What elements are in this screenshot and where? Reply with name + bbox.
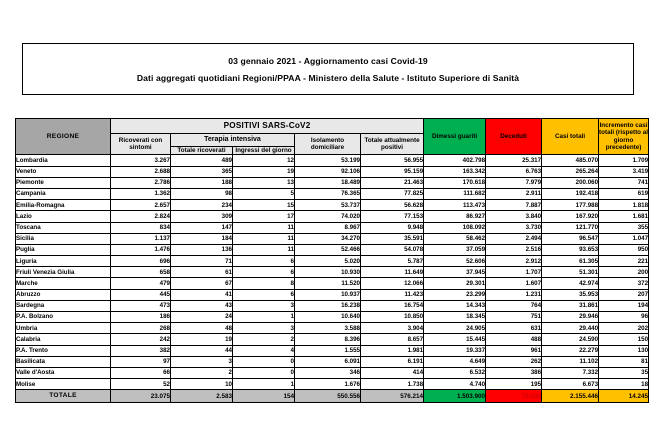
cell-dimessi-guariti: 111.682 bbox=[424, 188, 486, 199]
cell-region: Abruzzo bbox=[16, 289, 111, 300]
table-row bbox=[16, 356, 649, 367]
cell-deceduti: 1.607 bbox=[486, 278, 542, 289]
cell-total-dimessi-guariti: 1.503.900 bbox=[424, 390, 486, 403]
cell-incremento-casi: 1.818 bbox=[599, 200, 649, 211]
cell-incremento-casi: 200 bbox=[599, 267, 649, 278]
cell-region: Emilia-Romagna bbox=[16, 200, 111, 211]
header-positivi-group: POSITIVI SARS-CoV2 bbox=[111, 119, 424, 134]
cell-deceduti: 7.887 bbox=[486, 200, 542, 211]
cell-isolamento-domiciliare: 8.396 bbox=[295, 334, 361, 345]
cell-totale-attualmente-positivi: 21.463 bbox=[361, 177, 424, 188]
table-row bbox=[16, 267, 649, 278]
cell-isolamento-domiciliare: 8.967 bbox=[295, 222, 361, 233]
cell-casi-totali: 29.946 bbox=[542, 312, 599, 323]
cell-region: Liguria bbox=[16, 256, 111, 267]
table-row bbox=[16, 244, 649, 255]
cell-totale-ricoverati: 3 bbox=[171, 356, 233, 367]
cell-ricoverati-con-sintomi: 2.688 bbox=[111, 166, 171, 177]
cell-totale-ricoverati: 48 bbox=[171, 323, 233, 334]
cell-isolamento-domiciliare: 1.555 bbox=[295, 345, 361, 356]
cell-totale-attualmente-positivi: 77.153 bbox=[361, 211, 424, 222]
table-row bbox=[16, 233, 649, 244]
cell-total-incremento-casi: 14.245 bbox=[599, 390, 649, 403]
cell-ingressi-del-giorno: 6 bbox=[233, 267, 295, 278]
cell-totale-ricoverati: 61 bbox=[171, 267, 233, 278]
cell-ricoverati-con-sintomi: 658 bbox=[111, 267, 171, 278]
cell-ricoverati-con-sintomi: 382 bbox=[111, 345, 171, 356]
cell-isolamento-domiciliare: 34.270 bbox=[295, 233, 361, 244]
cell-casi-totali: 93.653 bbox=[542, 244, 599, 255]
cell-totale-attualmente-positivi: 3.904 bbox=[361, 323, 424, 334]
cell-region: Marche bbox=[16, 278, 111, 289]
cell-totale-attualmente-positivi: 95.159 bbox=[361, 166, 424, 177]
cell-totale-attualmente-positivi: 77.825 bbox=[361, 188, 424, 199]
header-dimessi-guariti: Dimessi guariti bbox=[424, 119, 486, 155]
cell-dimessi-guariti: 402.798 bbox=[424, 155, 486, 166]
table-header bbox=[16, 119, 649, 155]
cell-ingressi-del-giorno: 0 bbox=[233, 356, 295, 367]
covid-regional-table bbox=[15, 118, 649, 403]
cell-deceduti: 751 bbox=[486, 312, 542, 323]
header-totale-attualmente-positivi: Totale attualmente positivi bbox=[361, 134, 424, 155]
table-row bbox=[16, 177, 649, 188]
cell-ricoverati-con-sintomi: 834 bbox=[111, 222, 171, 233]
cell-dimessi-guariti: 18.345 bbox=[424, 312, 486, 323]
cell-ricoverati-con-sintomi: 242 bbox=[111, 334, 171, 345]
cell-ingressi-del-giorno: 3 bbox=[233, 300, 295, 311]
cell-incremento-casi: 221 bbox=[599, 256, 649, 267]
table-row bbox=[16, 312, 649, 323]
cell-casi-totali: 22.279 bbox=[542, 345, 599, 356]
cell-casi-totali: 29.440 bbox=[542, 323, 599, 334]
cell-isolamento-domiciliare: 10.640 bbox=[295, 312, 361, 323]
cell-dimessi-guariti: 108.092 bbox=[424, 222, 486, 233]
cell-dimessi-guariti: 23.299 bbox=[424, 289, 486, 300]
cell-region: Toscana bbox=[16, 222, 111, 233]
cell-casi-totali: 192.418 bbox=[542, 188, 599, 199]
table-row bbox=[16, 166, 649, 177]
cell-total-totale-ricoverati: 2.583 bbox=[171, 390, 233, 403]
cell-dimessi-guariti: 24.905 bbox=[424, 323, 486, 334]
cell-region: Veneto bbox=[16, 166, 111, 177]
cell-totale-ricoverati: 10 bbox=[171, 379, 233, 390]
cell-ricoverati-con-sintomi: 2.786 bbox=[111, 177, 171, 188]
cell-totale-attualmente-positivi: 9.948 bbox=[361, 222, 424, 233]
cell-casi-totali: 51.301 bbox=[542, 267, 599, 278]
cell-region: Umbria bbox=[16, 323, 111, 334]
cell-total-deceduti: 75.332 bbox=[486, 390, 542, 403]
table-row bbox=[16, 278, 649, 289]
header-terapia-intensiva-group: Terapia intensiva bbox=[171, 134, 295, 147]
cell-isolamento-domiciliare: 346 bbox=[295, 367, 361, 378]
header-ricoverati-sintomi: Ricoverati con sintomi bbox=[111, 134, 171, 155]
cell-isolamento-domiciliare: 10.937 bbox=[295, 289, 361, 300]
cell-casi-totali: 61.305 bbox=[542, 256, 599, 267]
cell-incremento-casi: 150 bbox=[599, 334, 649, 345]
cell-dimessi-guariti: 4.740 bbox=[424, 379, 486, 390]
cell-dimessi-guariti: 37.945 bbox=[424, 267, 486, 278]
cell-ingressi-del-giorno: 17 bbox=[233, 211, 295, 222]
cell-totale-ricoverati: 136 bbox=[171, 244, 233, 255]
cell-totale-ricoverati: 98 bbox=[171, 188, 233, 199]
cell-totale-ricoverati: 67 bbox=[171, 278, 233, 289]
cell-incremento-casi: 18 bbox=[599, 379, 649, 390]
cell-isolamento-domiciliare: 18.489 bbox=[295, 177, 361, 188]
table-row bbox=[16, 155, 649, 166]
cell-totale-ricoverati: 24 bbox=[171, 312, 233, 323]
cell-incremento-casi: 1.681 bbox=[599, 211, 649, 222]
cell-ricoverati-con-sintomi: 1.137 bbox=[111, 233, 171, 244]
cell-casi-totali: 31.861 bbox=[542, 300, 599, 311]
cell-casi-totali: 42.974 bbox=[542, 278, 599, 289]
cell-ingressi-del-giorno: 11 bbox=[233, 222, 295, 233]
header-isolamento-domiciliare: Isolamento domiciliare bbox=[295, 134, 361, 155]
cell-incremento-casi: 96 bbox=[599, 312, 649, 323]
table-total-row bbox=[16, 390, 649, 403]
cell-deceduti: 2.516 bbox=[486, 244, 542, 255]
cell-incremento-casi: 202 bbox=[599, 323, 649, 334]
cell-incremento-casi: 741 bbox=[599, 177, 649, 188]
cell-casi-totali: 24.590 bbox=[542, 334, 599, 345]
cell-totale-attualmente-positivi: 12.066 bbox=[361, 278, 424, 289]
cell-totale-attualmente-positivi: 35.591 bbox=[361, 233, 424, 244]
cell-totale-ricoverati: 184 bbox=[171, 233, 233, 244]
cell-deceduti: 631 bbox=[486, 323, 542, 334]
cell-dimessi-guariti: 163.342 bbox=[424, 166, 486, 177]
cell-totale-ricoverati: 234 bbox=[171, 200, 233, 211]
cell-incremento-casi: 194 bbox=[599, 300, 649, 311]
cell-dimessi-guariti: 6.532 bbox=[424, 367, 486, 378]
cell-incremento-casi: 1.047 bbox=[599, 233, 649, 244]
cell-casi-totali: 265.264 bbox=[542, 166, 599, 177]
cell-region: Puglia bbox=[16, 244, 111, 255]
cell-dimessi-guariti: 4.649 bbox=[424, 356, 486, 367]
cell-ricoverati-con-sintomi: 186 bbox=[111, 312, 171, 323]
cell-region: Calabria bbox=[16, 334, 111, 345]
cell-totale-attualmente-positivi: 54.078 bbox=[361, 244, 424, 255]
cell-deceduti: 764 bbox=[486, 300, 542, 311]
cell-totale-ricoverati: 44 bbox=[171, 345, 233, 356]
cell-ingressi-del-giorno: 2 bbox=[233, 334, 295, 345]
cell-dimessi-guariti: 170.618 bbox=[424, 177, 486, 188]
table-row bbox=[16, 200, 649, 211]
cell-incremento-casi: 372 bbox=[599, 278, 649, 289]
cell-totale-ricoverati: 19 bbox=[171, 334, 233, 345]
cell-deceduti: 2.494 bbox=[486, 233, 542, 244]
cell-incremento-casi: 950 bbox=[599, 244, 649, 255]
cell-ingressi-del-giorno: 1 bbox=[233, 379, 295, 390]
table-row bbox=[16, 256, 649, 267]
cell-ricoverati-con-sintomi: 268 bbox=[111, 323, 171, 334]
cell-isolamento-domiciliare: 3.588 bbox=[295, 323, 361, 334]
cell-ingressi-del-giorno: 3 bbox=[233, 323, 295, 334]
cell-totale-ricoverati: 71 bbox=[171, 256, 233, 267]
cell-isolamento-domiciliare: 52.466 bbox=[295, 244, 361, 255]
cell-region: Campania bbox=[16, 188, 111, 199]
cell-incremento-casi: 207 bbox=[599, 289, 649, 300]
cell-totale-attualmente-positivi: 56.628 bbox=[361, 200, 424, 211]
report-title-line2: Dati aggregati quotidiani Regioni/PPAA - Ministero della Salute - Istituto Superiore di Sanità bbox=[136, 72, 520, 83]
header-totale-ricoverati: Totale ricoverati bbox=[171, 147, 233, 155]
cell-totale-attualmente-positivi: 16.754 bbox=[361, 300, 424, 311]
table-row bbox=[16, 300, 649, 311]
cell-ricoverati-con-sintomi: 1.476 bbox=[111, 244, 171, 255]
header-row-1 bbox=[16, 119, 649, 134]
cell-dimessi-guariti: 29.301 bbox=[424, 278, 486, 289]
cell-total-ricoverati-con-sintomi: 23.075 bbox=[111, 390, 171, 403]
cell-isolamento-domiciliare: 76.365 bbox=[295, 188, 361, 199]
cell-region: Valle d'Aosta bbox=[16, 367, 111, 378]
table-row bbox=[16, 222, 649, 233]
report-title-line1: 03 gennaio 2021 - Aggiornamento casi Covid-19 bbox=[228, 55, 428, 66]
cell-ricoverati-con-sintomi: 1.362 bbox=[111, 188, 171, 199]
cell-incremento-casi: 619 bbox=[599, 188, 649, 199]
cell-casi-totali: 200.060 bbox=[542, 177, 599, 188]
table-row bbox=[16, 289, 649, 300]
cell-deceduti: 262 bbox=[486, 356, 542, 367]
cell-deceduti: 3.840 bbox=[486, 211, 542, 222]
cell-isolamento-domiciliare: 1.676 bbox=[295, 379, 361, 390]
cell-deceduti: 195 bbox=[486, 379, 542, 390]
cell-casi-totali: 7.332 bbox=[542, 367, 599, 378]
cell-totale-ricoverati: 188 bbox=[171, 177, 233, 188]
cell-isolamento-domiciliare: 16.238 bbox=[295, 300, 361, 311]
cell-ingressi-del-giorno: 13 bbox=[233, 177, 295, 188]
cell-totale-ricoverati: 489 bbox=[171, 155, 233, 166]
table-row bbox=[16, 367, 649, 378]
cell-deceduti: 2.912 bbox=[486, 256, 542, 267]
cell-dimessi-guariti: 14.343 bbox=[424, 300, 486, 311]
cell-ricoverati-con-sintomi: 445 bbox=[111, 289, 171, 300]
cell-deceduti: 7.979 bbox=[486, 177, 542, 188]
cell-incremento-casi: 130 bbox=[599, 345, 649, 356]
cell-incremento-casi: 355 bbox=[599, 222, 649, 233]
cell-totale-attualmente-positivi: 11.649 bbox=[361, 267, 424, 278]
cell-totale-ricoverati: 43 bbox=[171, 300, 233, 311]
cell-ingressi-del-giorno: 12 bbox=[233, 155, 295, 166]
cell-totale-attualmente-positivi: 5.787 bbox=[361, 256, 424, 267]
cell-deceduti: 2.911 bbox=[486, 188, 542, 199]
cell-ricoverati-con-sintomi: 479 bbox=[111, 278, 171, 289]
cell-region: Piemonte bbox=[16, 177, 111, 188]
cell-casi-totali: 485.070 bbox=[542, 155, 599, 166]
cell-dimessi-guariti: 37.059 bbox=[424, 244, 486, 255]
cell-totale-ricoverati: 41 bbox=[171, 289, 233, 300]
cell-deceduti: 1.707 bbox=[486, 267, 542, 278]
cell-deceduti: 6.763 bbox=[486, 166, 542, 177]
cell-ingressi-del-giorno: 6 bbox=[233, 256, 295, 267]
cell-ingressi-del-giorno: 15 bbox=[233, 200, 295, 211]
cell-region: Basilicata bbox=[16, 356, 111, 367]
cell-incremento-casi: 1.709 bbox=[599, 155, 649, 166]
cell-deceduti: 25.317 bbox=[486, 155, 542, 166]
table-row bbox=[16, 188, 649, 199]
cell-totale-attualmente-positivi: 6.191 bbox=[361, 356, 424, 367]
header-incremento-casi: Incremento casi totali (rispetto al giorno precedente) bbox=[599, 119, 649, 155]
header-regione: REGIONE bbox=[16, 119, 111, 155]
cell-casi-totali: 121.770 bbox=[542, 222, 599, 233]
cell-ingressi-del-giorno: 4 bbox=[233, 345, 295, 356]
cell-totale-attualmente-positivi: 10.850 bbox=[361, 312, 424, 323]
cell-casi-totali: 177.988 bbox=[542, 200, 599, 211]
cell-region: Friuli Venezia Giulia bbox=[16, 267, 111, 278]
table-body bbox=[16, 155, 649, 403]
header-deceduti: Deceduti bbox=[486, 119, 542, 155]
cell-deceduti: 488 bbox=[486, 334, 542, 345]
table-row bbox=[16, 379, 649, 390]
cell-ricoverati-con-sintomi: 66 bbox=[111, 367, 171, 378]
cell-region: Sardegna bbox=[16, 300, 111, 311]
cell-total-isolamento-domiciliare: 550.556 bbox=[295, 390, 361, 403]
cell-dimessi-guariti: 58.462 bbox=[424, 233, 486, 244]
cell-ricoverati-con-sintomi: 97 bbox=[111, 356, 171, 367]
table-row bbox=[16, 323, 649, 334]
cell-totale-attualmente-positivi: 56.955 bbox=[361, 155, 424, 166]
cell-ricoverati-con-sintomi: 696 bbox=[111, 256, 171, 267]
cell-region: Sicilia bbox=[16, 233, 111, 244]
cell-region: P.A. Trento bbox=[16, 345, 111, 356]
cell-incremento-casi: 35 bbox=[599, 367, 649, 378]
cell-ingressi-del-giorno: 8 bbox=[233, 278, 295, 289]
cell-total-totale-attualmente-positivi: 576.214 bbox=[361, 390, 424, 403]
cell-ingressi-del-giorno: 1 bbox=[233, 312, 295, 323]
cell-totale-attualmente-positivi: 1.981 bbox=[361, 345, 424, 356]
cell-isolamento-domiciliare: 6.091 bbox=[295, 356, 361, 367]
header-casi-totali: Casi totali bbox=[542, 119, 599, 155]
cell-ingressi-del-giorno: 0 bbox=[233, 367, 295, 378]
cell-totale-attualmente-positivi: 8.657 bbox=[361, 334, 424, 345]
cell-totale-ricoverati: 309 bbox=[171, 211, 233, 222]
cell-isolamento-domiciliare: 74.020 bbox=[295, 211, 361, 222]
cell-ingressi-del-giorno: 11 bbox=[233, 244, 295, 255]
cell-isolamento-domiciliare: 53.199 bbox=[295, 155, 361, 166]
cell-totale-ricoverati: 147 bbox=[171, 222, 233, 233]
cell-isolamento-domiciliare: 10.930 bbox=[295, 267, 361, 278]
cell-deceduti: 961 bbox=[486, 345, 542, 356]
cell-total-ingressi-del-giorno: 154 bbox=[233, 390, 295, 403]
cell-ricoverati-con-sintomi: 2.824 bbox=[111, 211, 171, 222]
cell-ricoverati-con-sintomi: 52 bbox=[111, 379, 171, 390]
cell-totale-attualmente-positivi: 1.738 bbox=[361, 379, 424, 390]
table-row bbox=[16, 345, 649, 356]
cell-isolamento-domiciliare: 11.520 bbox=[295, 278, 361, 289]
cell-dimessi-guariti: 19.337 bbox=[424, 345, 486, 356]
report-title-box bbox=[22, 43, 634, 95]
cell-deceduti: 386 bbox=[486, 367, 542, 378]
cell-casi-totali: 11.102 bbox=[542, 356, 599, 367]
cell-ricoverati-con-sintomi: 2.657 bbox=[111, 200, 171, 211]
cell-ricoverati-con-sintomi: 473 bbox=[111, 300, 171, 311]
cell-isolamento-domiciliare: 92.106 bbox=[295, 166, 361, 177]
cell-region: Molise bbox=[16, 379, 111, 390]
cell-isolamento-domiciliare: 53.737 bbox=[295, 200, 361, 211]
cell-dimessi-guariti: 15.445 bbox=[424, 334, 486, 345]
cell-incremento-casi: 81 bbox=[599, 356, 649, 367]
table-row bbox=[16, 211, 649, 222]
cell-dimessi-guariti: 113.473 bbox=[424, 200, 486, 211]
cell-totale-ricoverati: 365 bbox=[171, 166, 233, 177]
cell-casi-totali: 167.920 bbox=[542, 211, 599, 222]
cell-region: Lazio bbox=[16, 211, 111, 222]
cell-dimessi-guariti: 52.606 bbox=[424, 256, 486, 267]
cell-casi-totali: 35.953 bbox=[542, 289, 599, 300]
cell-isolamento-domiciliare: 5.020 bbox=[295, 256, 361, 267]
cell-ingressi-del-giorno: 5 bbox=[233, 188, 295, 199]
cell-casi-totali: 96.547 bbox=[542, 233, 599, 244]
cell-ingressi-del-giorno: 19 bbox=[233, 166, 295, 177]
table-row bbox=[16, 334, 649, 345]
cell-incremento-casi: 3.419 bbox=[599, 166, 649, 177]
cell-totale-attualmente-positivi: 11.423 bbox=[361, 289, 424, 300]
cell-ingressi-del-giorno: 6 bbox=[233, 289, 295, 300]
cell-region: P.A. Bolzano bbox=[16, 312, 111, 323]
cell-ingressi-del-giorno: 11 bbox=[233, 233, 295, 244]
cell-totale-attualmente-positivi: 414 bbox=[361, 367, 424, 378]
covid-table-container bbox=[15, 118, 648, 403]
cell-ricoverati-con-sintomi: 3.267 bbox=[111, 155, 171, 166]
cell-totale-ricoverati: 2 bbox=[171, 367, 233, 378]
cell-deceduti: 3.730 bbox=[486, 222, 542, 233]
cell-dimessi-guariti: 86.927 bbox=[424, 211, 486, 222]
cell-casi-totali: 6.673 bbox=[542, 379, 599, 390]
cell-total-casi-totali: 2.155.446 bbox=[542, 390, 599, 403]
cell-region: Lombardia bbox=[16, 155, 111, 166]
header-ingressi-del-giorno: Ingressi del giorno bbox=[233, 147, 295, 155]
cell-deceduti: 1.231 bbox=[486, 289, 542, 300]
cell-total-label: TOTALE bbox=[16, 390, 111, 403]
